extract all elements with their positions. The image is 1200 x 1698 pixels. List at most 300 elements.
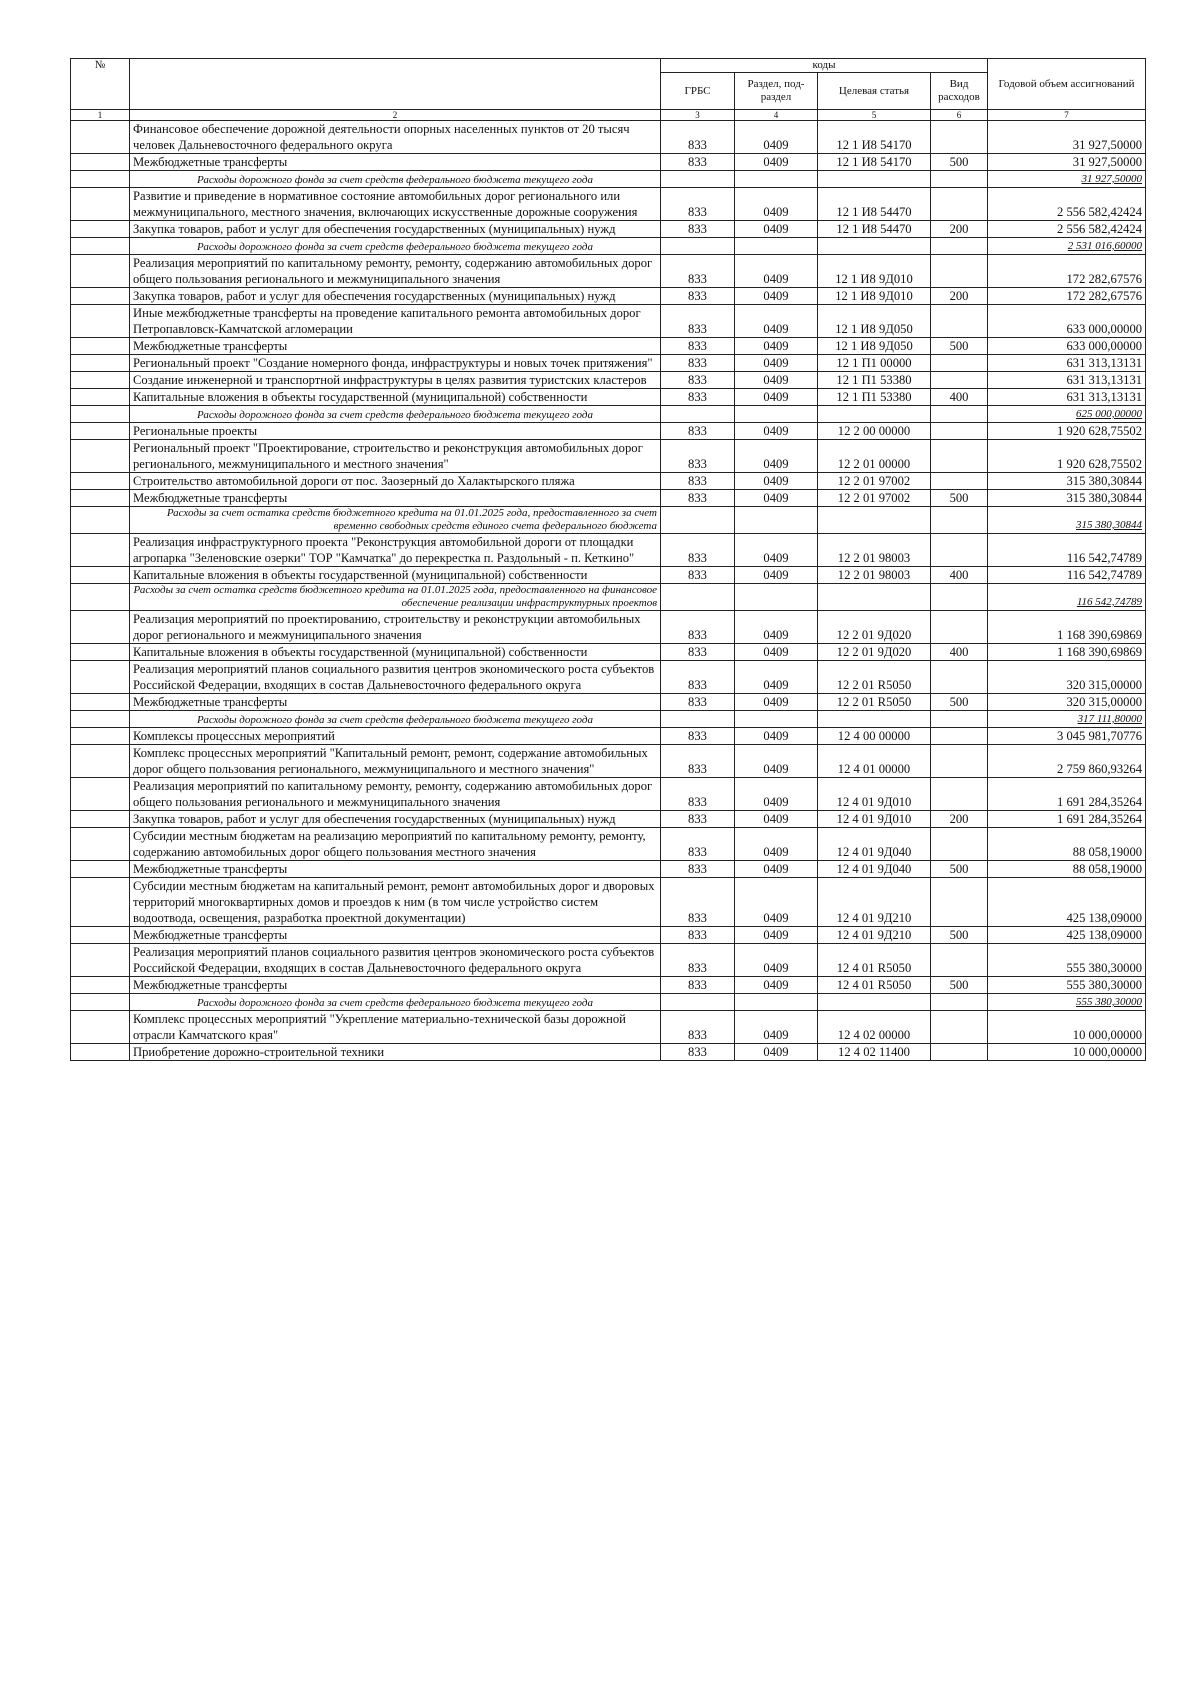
row-amount: 2 531 016,60000: [988, 238, 1146, 255]
row-number-cell: [71, 238, 130, 255]
row-celevaya: 12 4 01 00000: [818, 745, 931, 778]
row-name: Закупка товаров, работ и услуг для обеспечения государственных (муниципальных) нужд: [130, 811, 661, 828]
row-name: Межбюджетные трансферты: [130, 338, 661, 355]
row-number-cell: [71, 1011, 130, 1044]
row-razdel: 0409: [735, 977, 818, 994]
budget-document: [70, 58, 1145, 1061]
row-name: Региональные проекты: [130, 423, 661, 440]
col-num-7: 7: [988, 110, 1146, 121]
row-celevaya: 12 2 01 98003: [818, 534, 931, 567]
row-name: Межбюджетные трансферты: [130, 927, 661, 944]
row-grbs: 833: [661, 305, 735, 338]
row-name: Комплекс процессных мероприятий "Укрепление материально-технической базы дорожной отрасли Камчатского края": [130, 1011, 661, 1044]
row-grbs: 833: [661, 811, 735, 828]
row-vid: [931, 171, 988, 188]
row-amount: 2 556 582,42424: [988, 221, 1146, 238]
row-grbs: 833: [661, 977, 735, 994]
row-grbs: 833: [661, 534, 735, 567]
row-celevaya: 12 4 01 9Д010: [818, 811, 931, 828]
row-razdel: 0409: [735, 355, 818, 372]
row-razdel: 0409: [735, 567, 818, 584]
row-celevaya: [818, 238, 931, 255]
row-grbs: [661, 711, 735, 728]
table-row: [71, 927, 1146, 944]
row-celevaya: 12 4 02 00000: [818, 1011, 931, 1044]
row-amount: 2 759 860,93264: [988, 745, 1146, 778]
row-vid: [931, 584, 988, 611]
row-celevaya: 12 4 01 9Д210: [818, 878, 931, 927]
row-amount: 116 542,74789: [988, 567, 1146, 584]
row-number-cell: [71, 944, 130, 977]
row-grbs: 833: [661, 372, 735, 389]
row-razdel: 0409: [735, 1044, 818, 1061]
row-celevaya: 12 4 01 9Д210: [818, 927, 931, 944]
row-celevaya: [818, 711, 931, 728]
row-number-cell: [71, 584, 130, 611]
row-vid: 500: [931, 694, 988, 711]
row-celevaya: 12 1 И8 54470: [818, 188, 931, 221]
row-celevaya: 12 1 И8 9Д050: [818, 338, 931, 355]
row-razdel: 0409: [735, 927, 818, 944]
row-razdel: 0409: [735, 490, 818, 507]
row-vid: [931, 994, 988, 1011]
row-number-cell: [71, 861, 130, 878]
row-celevaya: 12 1 И8 9Д010: [818, 288, 931, 305]
row-razdel: [735, 994, 818, 1011]
row-number-cell: [71, 389, 130, 406]
row-celevaya: 12 2 01 97002: [818, 490, 931, 507]
row-celevaya: 12 1 И8 9Д010: [818, 255, 931, 288]
row-name: Межбюджетные трансферты: [130, 694, 661, 711]
row-vid: [931, 188, 988, 221]
row-razdel: [735, 584, 818, 611]
row-vid: 500: [931, 338, 988, 355]
budget-table: [70, 58, 1146, 1061]
row-number-cell: [71, 423, 130, 440]
row-vid: [931, 534, 988, 567]
row-razdel: 0409: [735, 694, 818, 711]
row-razdel: 0409: [735, 811, 818, 828]
row-name: Расходы дорожного фонда за счет средств федерального бюджета текущего года: [130, 994, 661, 1011]
row-name: Иные межбюджетные трансферты на проведение капитального ремонта автомобильных дорог Петропавловск-Камчатской агломерации: [130, 305, 661, 338]
row-number-cell: [71, 994, 130, 1011]
row-name: Реализация мероприятий планов социального развития центров экономического роста субъектов Российской Федерации, входящих в состав Дальневосточного федерального округа: [130, 661, 661, 694]
row-vid: [931, 711, 988, 728]
row-vid: 400: [931, 567, 988, 584]
row-vid: [931, 778, 988, 811]
row-vid: [931, 1011, 988, 1044]
row-number-cell: [71, 338, 130, 355]
row-amount: 555 380,30000: [988, 944, 1146, 977]
row-number-cell: [71, 372, 130, 389]
row-celevaya: 12 1 И8 54170: [818, 154, 931, 171]
funding-source-row: [71, 238, 1146, 255]
row-razdel: 0409: [735, 221, 818, 238]
row-celevaya: 12 1 П1 53380: [818, 389, 931, 406]
row-name: Приобретение дорожно-строительной техники: [130, 1044, 661, 1061]
row-amount: 631 313,13131: [988, 389, 1146, 406]
row-grbs: 833: [661, 828, 735, 861]
row-amount: 320 315,00000: [988, 661, 1146, 694]
row-celevaya: [818, 406, 931, 423]
row-grbs: 833: [661, 288, 735, 305]
row-number-cell: [71, 288, 130, 305]
row-grbs: 833: [661, 927, 735, 944]
col-num-5: 5: [818, 110, 931, 121]
row-vid: [931, 944, 988, 977]
row-number-cell: [71, 811, 130, 828]
row-amount: 10 000,00000: [988, 1011, 1146, 1044]
row-razdel: 0409: [735, 440, 818, 473]
row-razdel: 0409: [735, 423, 818, 440]
table-row: [71, 389, 1146, 406]
row-name: Расходы за счет остатка средств бюджетного кредита на 01.01.2025 года, предоставленного за счет временно свободных средств единого счета федерального бюджета: [130, 507, 661, 534]
row-grbs: 833: [661, 944, 735, 977]
row-grbs: 833: [661, 728, 735, 745]
row-amount: 31 927,50000: [988, 171, 1146, 188]
row-celevaya: 12 4 02 11400: [818, 1044, 931, 1061]
row-name: Капитальные вложения в объекты государственной (муниципальной) собственности: [130, 389, 661, 406]
header-grbs: ГРБС: [661, 73, 735, 110]
row-razdel: 0409: [735, 288, 818, 305]
table-body: [71, 121, 1146, 1061]
row-amount: 116 542,74789: [988, 534, 1146, 567]
row-amount: 317 111,80000: [988, 711, 1146, 728]
row-amount: 172 282,67576: [988, 255, 1146, 288]
funding-source-row: [71, 171, 1146, 188]
row-vid: [931, 878, 988, 927]
row-vid: [931, 473, 988, 490]
row-grbs: [661, 584, 735, 611]
row-vid: [931, 372, 988, 389]
row-celevaya: 12 2 01 R5050: [818, 661, 931, 694]
row-amount: 31 927,50000: [988, 121, 1146, 154]
row-number-cell: [71, 828, 130, 861]
row-amount: 625 000,00000: [988, 406, 1146, 423]
row-amount: 10 000,00000: [988, 1044, 1146, 1061]
row-grbs: 833: [661, 389, 735, 406]
row-celevaya: [818, 584, 931, 611]
row-name: Развитие и приведение в нормативное состояние автомобильных дорог регионального или межмуниципального, местного значения, включающих искусственные дорожные сооружения: [130, 188, 661, 221]
row-number-cell: [71, 188, 130, 221]
row-razdel: 0409: [735, 473, 818, 490]
row-name: Расходы дорожного фонда за счет средств федерального бюджета текущего года: [130, 711, 661, 728]
row-vid: [931, 728, 988, 745]
row-number-cell: [71, 154, 130, 171]
row-number-cell: [71, 878, 130, 927]
table-row: [71, 944, 1146, 977]
row-razdel: 0409: [735, 661, 818, 694]
table-row: [71, 372, 1146, 389]
table-row: [71, 490, 1146, 507]
table-row: [71, 861, 1146, 878]
row-amount: 425 138,09000: [988, 878, 1146, 927]
table-row: [71, 745, 1146, 778]
row-name: Реализация мероприятий планов социального развития центров экономического роста субъектов Российской Федерации, входящих в состав Дальневосточного федерального округа: [130, 944, 661, 977]
row-grbs: [661, 171, 735, 188]
table-row: [71, 221, 1146, 238]
table-row: [71, 423, 1146, 440]
table-row: [71, 1011, 1146, 1044]
row-vid: 500: [931, 861, 988, 878]
row-razdel: 0409: [735, 861, 818, 878]
funding-source-row: [71, 584, 1146, 611]
row-name: Капитальные вложения в объекты государственной (муниципальной) собственности: [130, 644, 661, 661]
row-celevaya: 12 2 01 98003: [818, 567, 931, 584]
funding-source-row: [71, 994, 1146, 1011]
row-razdel: [735, 406, 818, 423]
row-vid: 200: [931, 288, 988, 305]
row-amount: 320 315,00000: [988, 694, 1146, 711]
row-amount: 172 282,67576: [988, 288, 1146, 305]
row-amount: 88 058,19000: [988, 828, 1146, 861]
row-name: Реализация инфраструктурного проекта "Реконструкция автомобильной дороги от площадки агропарка "Зеленовские озерки" ТОР "Камчатка" до перекрестка п. Раздольный - п. Кеткино": [130, 534, 661, 567]
row-amount: 31 927,50000: [988, 154, 1146, 171]
row-name: Субсидии местным бюджетам на реализацию мероприятий по капитальному ремонту, ремонту, содержанию автомобильных дорог общего пользования местного значения: [130, 828, 661, 861]
row-amount: 1 691 284,35264: [988, 811, 1146, 828]
row-name: Комплексы процессных мероприятий: [130, 728, 661, 745]
row-name: Расходы дорожного фонда за счет средств федерального бюджета текущего года: [130, 406, 661, 423]
row-razdel: 0409: [735, 389, 818, 406]
row-razdel: 0409: [735, 878, 818, 927]
row-name: Реализация мероприятий по капитальному ремонту, ремонту, содержанию автомобильных дорог общего пользования регионального и межмуниципального значения: [130, 255, 661, 288]
row-razdel: 0409: [735, 644, 818, 661]
table-row: [71, 694, 1146, 711]
header-number: №: [71, 59, 130, 110]
row-grbs: 833: [661, 644, 735, 661]
row-vid: [931, 423, 988, 440]
row-amount: 315 380,30844: [988, 473, 1146, 490]
row-razdel: [735, 238, 818, 255]
row-vid: [931, 440, 988, 473]
row-razdel: 0409: [735, 154, 818, 171]
row-number-cell: [71, 567, 130, 584]
header-razdel: Раздел, под-раздел: [735, 73, 818, 110]
col-num-3: 3: [661, 110, 735, 121]
row-name: Межбюджетные трансферты: [130, 977, 661, 994]
row-amount: 116 542,74789: [988, 584, 1146, 611]
row-vid: [931, 611, 988, 644]
row-celevaya: [818, 994, 931, 1011]
row-grbs: 833: [661, 1011, 735, 1044]
row-name: Строительство автомобильной дороги от пос. Заозерный до Халактырского пляжа: [130, 473, 661, 490]
table-row: [71, 567, 1146, 584]
row-razdel: [735, 171, 818, 188]
row-amount: 315 380,30844: [988, 507, 1146, 534]
row-razdel: [735, 711, 818, 728]
row-grbs: 833: [661, 661, 735, 694]
row-name: Создание инженерной и транспортной инфраструктуры в целях развития туристских кластеров: [130, 372, 661, 389]
col-num-2: 2: [130, 110, 661, 121]
row-vid: [931, 406, 988, 423]
row-grbs: 833: [661, 154, 735, 171]
row-grbs: 833: [661, 188, 735, 221]
row-vid: [931, 121, 988, 154]
row-razdel: 0409: [735, 121, 818, 154]
table-row: [71, 644, 1146, 661]
row-vid: 400: [931, 389, 988, 406]
row-celevaya: 12 4 01 9Д010: [818, 778, 931, 811]
row-name: Расходы за счет остатка средств бюджетного кредита на 01.01.2025 года, предоставленного на финансовое обеспечение реализации инфраструктурных проектов: [130, 584, 661, 611]
row-razdel: 0409: [735, 534, 818, 567]
row-number-cell: [71, 221, 130, 238]
row-vid: [931, 745, 988, 778]
row-razdel: 0409: [735, 255, 818, 288]
funding-source-row: [71, 711, 1146, 728]
row-amount: 1 168 390,69869: [988, 644, 1146, 661]
header-vid: Вид расходов: [931, 73, 988, 110]
table-row: [71, 121, 1146, 154]
row-razdel: 0409: [735, 828, 818, 861]
row-grbs: 833: [661, 423, 735, 440]
row-celevaya: 12 4 01 R5050: [818, 977, 931, 994]
row-celevaya: 12 4 01 9Д040: [818, 828, 931, 861]
row-number-cell: [71, 1044, 130, 1061]
row-number-cell: [71, 440, 130, 473]
col-num-6: 6: [931, 110, 988, 121]
row-razdel: 0409: [735, 728, 818, 745]
row-celevaya: 12 4 00 00000: [818, 728, 931, 745]
row-number-cell: [71, 473, 130, 490]
row-amount: 1 691 284,35264: [988, 778, 1146, 811]
row-name: Закупка товаров, работ и услуг для обеспечения государственных (муниципальных) нужд: [130, 288, 661, 305]
row-razdel: 0409: [735, 1011, 818, 1044]
row-number-cell: [71, 927, 130, 944]
row-celevaya: 12 2 01 97002: [818, 473, 931, 490]
table-row: [71, 661, 1146, 694]
row-vid: [931, 238, 988, 255]
table-row: [71, 473, 1146, 490]
table-row: [71, 338, 1146, 355]
row-amount: 1 168 390,69869: [988, 611, 1146, 644]
row-name: Региональный проект "Создание номерного фонда, инфраструктуры и новых точек притяжения": [130, 355, 661, 372]
row-celevaya: 12 4 01 R5050: [818, 944, 931, 977]
row-grbs: 833: [661, 694, 735, 711]
row-celevaya: 12 1 И8 54170: [818, 121, 931, 154]
row-vid: [931, 661, 988, 694]
row-amount: 633 000,00000: [988, 305, 1146, 338]
table-row: [71, 305, 1146, 338]
row-vid: 200: [931, 811, 988, 828]
table-row: [71, 534, 1146, 567]
funding-source-row: [71, 406, 1146, 423]
row-razdel: 0409: [735, 188, 818, 221]
row-vid: 500: [931, 154, 988, 171]
row-name: Субсидии местным бюджетам на капитальный ремонт, ремонт автомобильных дорог и дворовых территорий многоквартирных домов и проездов к ним (в том числе устройство систем водоотвода, освещения, разработка проектной документации): [130, 878, 661, 927]
row-amount: 3 045 981,70776: [988, 728, 1146, 745]
table-row: [71, 977, 1146, 994]
row-number-cell: [71, 661, 130, 694]
row-name: Реализация мероприятий по капитальному ремонту, ремонту, содержанию автомобильных дорог общего пользования регионального и межмуниципального значения: [130, 778, 661, 811]
row-name: Расходы дорожного фонда за счет средств федерального бюджета текущего года: [130, 171, 661, 188]
row-name: Реализация мероприятий по проектированию, строительству и реконструкции автомобильных дорог регионального и межмуниципального значения: [130, 611, 661, 644]
row-grbs: 833: [661, 121, 735, 154]
row-razdel: [735, 507, 818, 534]
row-celevaya: 12 2 00 00000: [818, 423, 931, 440]
row-amount: 2 556 582,42424: [988, 188, 1146, 221]
row-grbs: 833: [661, 473, 735, 490]
row-number-cell: [71, 171, 130, 188]
row-name: Межбюджетные трансферты: [130, 490, 661, 507]
table-row: [71, 878, 1146, 927]
row-number-cell: [71, 711, 130, 728]
table-row: [71, 1044, 1146, 1061]
row-celevaya: [818, 171, 931, 188]
table-row: [71, 255, 1146, 288]
row-number-cell: [71, 534, 130, 567]
row-celevaya: 12 4 01 9Д040: [818, 861, 931, 878]
row-celevaya: [818, 507, 931, 534]
row-grbs: 833: [661, 1044, 735, 1061]
row-grbs: 833: [661, 255, 735, 288]
row-name: Финансовое обеспечение дорожной деятельности опорных населенных пунктов от 20 тысяч человек Дальневосточного федерального округа: [130, 121, 661, 154]
row-vid: 500: [931, 490, 988, 507]
table-row: [71, 811, 1146, 828]
row-celevaya: 12 2 01 00000: [818, 440, 931, 473]
row-amount: 631 313,13131: [988, 355, 1146, 372]
row-amount: 1 920 628,75502: [988, 423, 1146, 440]
row-name: Комплекс процессных мероприятий "Капитальный ремонт, ремонт, содержание автомобильных дорог общего пользования регионального, межмуниципального и местного значения": [130, 745, 661, 778]
row-number-cell: [71, 728, 130, 745]
row-name: Региональный проект "Проектирование, строительство и реконструкция автомобильных дорог регионального, межмуниципального и местного значения": [130, 440, 661, 473]
row-number-cell: [71, 977, 130, 994]
row-celevaya: 12 2 01 R5050: [818, 694, 931, 711]
row-number-cell: [71, 355, 130, 372]
row-vid: 500: [931, 977, 988, 994]
row-number-cell: [71, 694, 130, 711]
row-amount: 555 380,30000: [988, 977, 1146, 994]
row-amount: 88 058,19000: [988, 861, 1146, 878]
row-name: Межбюджетные трансферты: [130, 861, 661, 878]
row-razdel: 0409: [735, 778, 818, 811]
funding-source-row: [71, 507, 1146, 534]
row-vid: [931, 355, 988, 372]
row-grbs: [661, 994, 735, 1011]
row-vid: 200: [931, 221, 988, 238]
header-codes: коды: [661, 59, 988, 73]
row-number-cell: [71, 778, 130, 811]
column-number-row: [71, 110, 1146, 121]
header-name: [130, 59, 661, 110]
row-grbs: 833: [661, 221, 735, 238]
row-amount: 631 313,13131: [988, 372, 1146, 389]
row-number-cell: [71, 406, 130, 423]
row-grbs: 833: [661, 490, 735, 507]
row-number-cell: [71, 305, 130, 338]
row-celevaya: 12 2 01 9Д020: [818, 644, 931, 661]
row-grbs: [661, 406, 735, 423]
row-number-cell: [71, 611, 130, 644]
header-celevaya: Целевая статья: [818, 73, 931, 110]
table-row: [71, 188, 1146, 221]
table-row: [71, 288, 1146, 305]
row-grbs: 833: [661, 567, 735, 584]
row-name: Капитальные вложения в объекты государственной (муниципальной) собственности: [130, 567, 661, 584]
row-number-cell: [71, 507, 130, 534]
row-vid: 500: [931, 927, 988, 944]
row-grbs: 833: [661, 440, 735, 473]
row-amount: 1 920 628,75502: [988, 440, 1146, 473]
row-name: Расходы дорожного фонда за счет средств федерального бюджета текущего года: [130, 238, 661, 255]
table-row: [71, 728, 1146, 745]
row-grbs: 833: [661, 745, 735, 778]
row-name: Закупка товаров, работ и услуг для обеспечения государственных (муниципальных) нужд: [130, 221, 661, 238]
row-grbs: 833: [661, 778, 735, 811]
row-grbs: 833: [661, 611, 735, 644]
row-amount: 555 380,30000: [988, 994, 1146, 1011]
col-num-1: 1: [71, 110, 130, 121]
row-grbs: [661, 238, 735, 255]
